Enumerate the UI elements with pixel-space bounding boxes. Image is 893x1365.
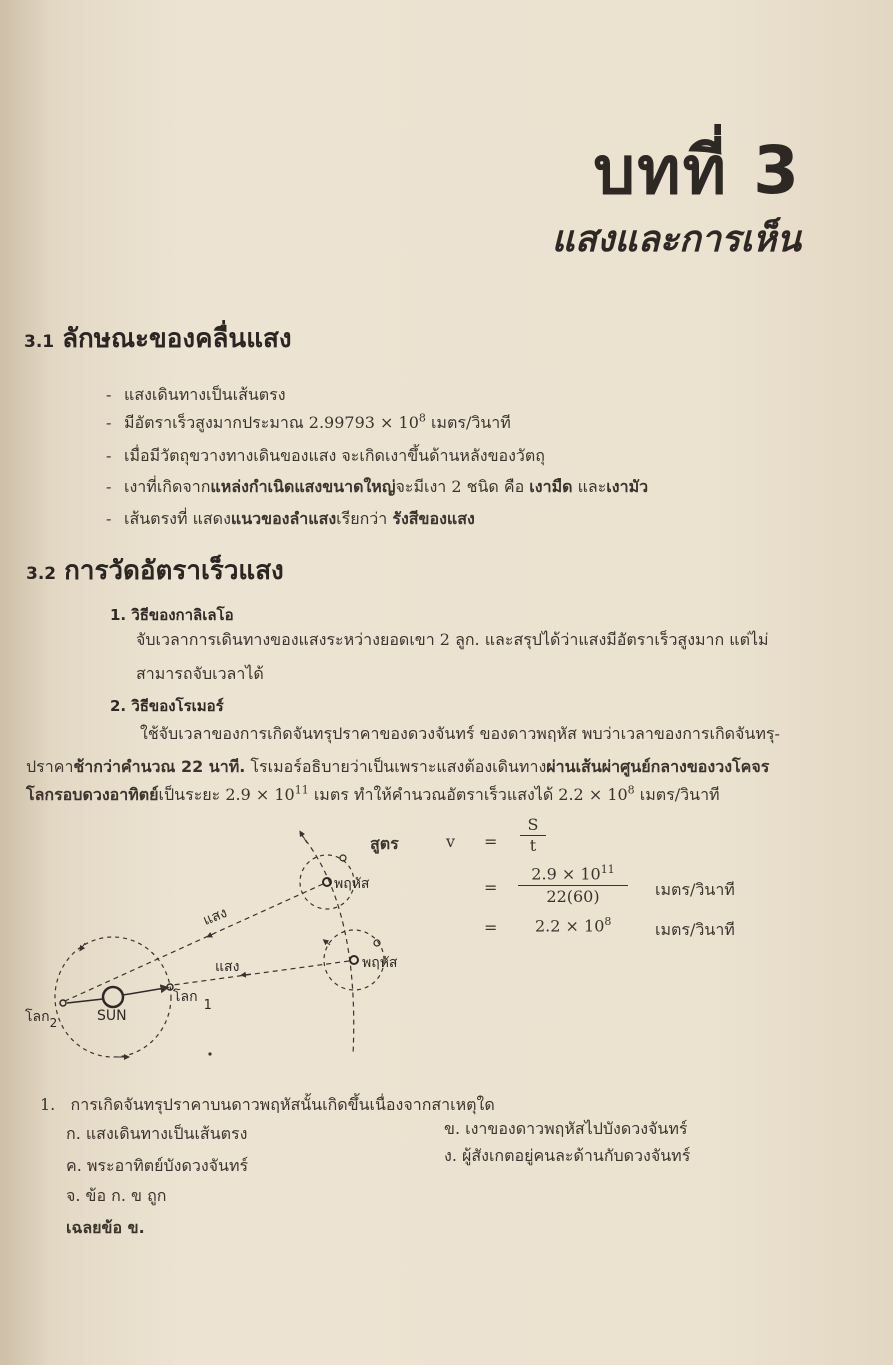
light-path <box>173 961 349 985</box>
sun-earth-line <box>67 999 103 1003</box>
light-path <box>65 884 323 1001</box>
paragraph-line: ปราคาช้ากว่าคำนวณ 22 นาที. โรเมอร์อธิบายว่าเป็นเพราะแสงต้องเดินทางผ่านเส้นผ่าศูนย์กลางของวงโคจร <box>26 757 770 776</box>
formula-equals: = <box>484 832 498 851</box>
paragraph-line: สามารถจับเวลาได้ <box>136 664 264 683</box>
jupiter-orbit <box>300 833 354 1055</box>
jupiter-label: พฤหัส <box>362 955 398 971</box>
light-arrow <box>209 933 215 936</box>
light-label: แสง <box>200 904 230 929</box>
formula-label: สูตร <box>370 834 399 853</box>
method-title: 2. วิธีของโรเมอร์ <box>110 697 224 715</box>
section-title: ลักษณะของคลื่นแสง <box>62 324 292 354</box>
paragraph-line: จับเวลาการเดินทางของแสงระหว่างยอดเขา 2 ลูก. และสรุปได้ว่าแสงมีอัตราเร็วสูงมาก แต่ไม่ <box>136 630 769 649</box>
sun-earth-line <box>123 988 165 995</box>
section-heading <box>26 550 284 591</box>
orbit-arrow <box>81 943 85 949</box>
jupiter-2 <box>350 956 358 964</box>
bullet-item: - แสงเดินทางเป็นเส้นตรง <box>106 385 286 404</box>
sun-label: SUN <box>97 1008 127 1024</box>
bullet-item: - เงาที่เกิดจากแหล่งกำเนิดแสงขนาดใหญ่จะมีเงา 2 ชนิด คือ เงามืด และเงามัว <box>106 477 649 496</box>
section-number: 3.1 <box>24 332 55 352</box>
chapter-subtitle: แสงและการเห็น <box>551 219 801 260</box>
sun <box>103 987 123 1007</box>
answer-option: ก. แสงเดินทางเป็นเส้นตรง <box>66 1124 248 1143</box>
question-text: 1. การเกิดจันทรุปราคาบนดาวพฤหัสนั้นเกิดขึ้นเนื่องจากสาเหตุใด <box>40 1095 495 1114</box>
bullet-item: - เส้นตรงที่ แสดงแนวของลำแสงเรียกว่า รังสีของแสง <box>106 509 475 528</box>
bullet-item: - เมื่อมีวัตถุขวางทางเดินของแสง จะเกิดเงาขึ้นด้านหลังของวัตถุ <box>106 446 545 465</box>
light-label: แสง <box>215 959 240 975</box>
jupiter-label: พฤหัส <box>334 876 370 892</box>
section-heading <box>24 318 292 359</box>
paragraph-line: โลกรอบดวงอาทิตย์เป็นระยะ $2.9 \times 10^{11}$ เมตร ทำให้คำนวณอัตราเร็วแสงได้ $2.2 \times 10^8$ เมตร/วินาที <box>26 783 720 804</box>
answer-option: จ. ข้อ ก. ข ถูก <box>66 1186 167 1205</box>
speck <box>208 1052 211 1055</box>
formula-variable: v <box>446 832 456 851</box>
formula-equals: = <box>484 878 498 897</box>
bullet-item: - มีอัตราเร็วสูงมากประมาณ $2.99793 \times 10^8$ เมตร/วินาที <box>106 411 511 432</box>
formula-fraction: S t <box>520 815 546 856</box>
orbit-arrow <box>301 833 307 843</box>
formula-unit: เมตร/วินาที <box>655 880 735 899</box>
formula-fraction: $2.9 \times 10^{11}$ 22(60) <box>518 859 628 908</box>
formula-equals: = <box>484 918 498 937</box>
answer-option: ง. ผู้สังเกตอยู่คนละด้านกับดวงจันทร์ <box>444 1146 691 1165</box>
method-title: 1. วิธีของกาลิเลโอ <box>110 606 234 624</box>
earth-label: โลก2 <box>25 1009 58 1030</box>
chapter-title: บทที่ 3 <box>593 132 801 209</box>
roemer-diagram <box>25 825 445 1075</box>
answer-option: ค. พระอาทิตย์บังดวงจันทร์ <box>66 1156 249 1175</box>
earth-label: โลก1 <box>173 989 212 1013</box>
section-number: 3.2 <box>26 564 57 584</box>
answer-key: เฉลยข้อ ข. <box>66 1218 145 1237</box>
formula-unit: เมตร/วินาที <box>655 920 735 939</box>
formula-result: $2.2 \times 10^8$ <box>535 915 612 936</box>
moon <box>340 855 346 861</box>
section-title: การวัดอัตราเร็วแสง <box>64 556 284 586</box>
answer-option: ข. เงาของดาวพฤหัสไปบังดวงจันทร์ <box>444 1119 688 1138</box>
paragraph-line: ใช้จับเวลาของการเกิดจันทรุปราคาของดวงจันทร์ ของดาวพฤหัส พบว่าเวลาของการเกิดจันทรุ- <box>140 724 780 743</box>
